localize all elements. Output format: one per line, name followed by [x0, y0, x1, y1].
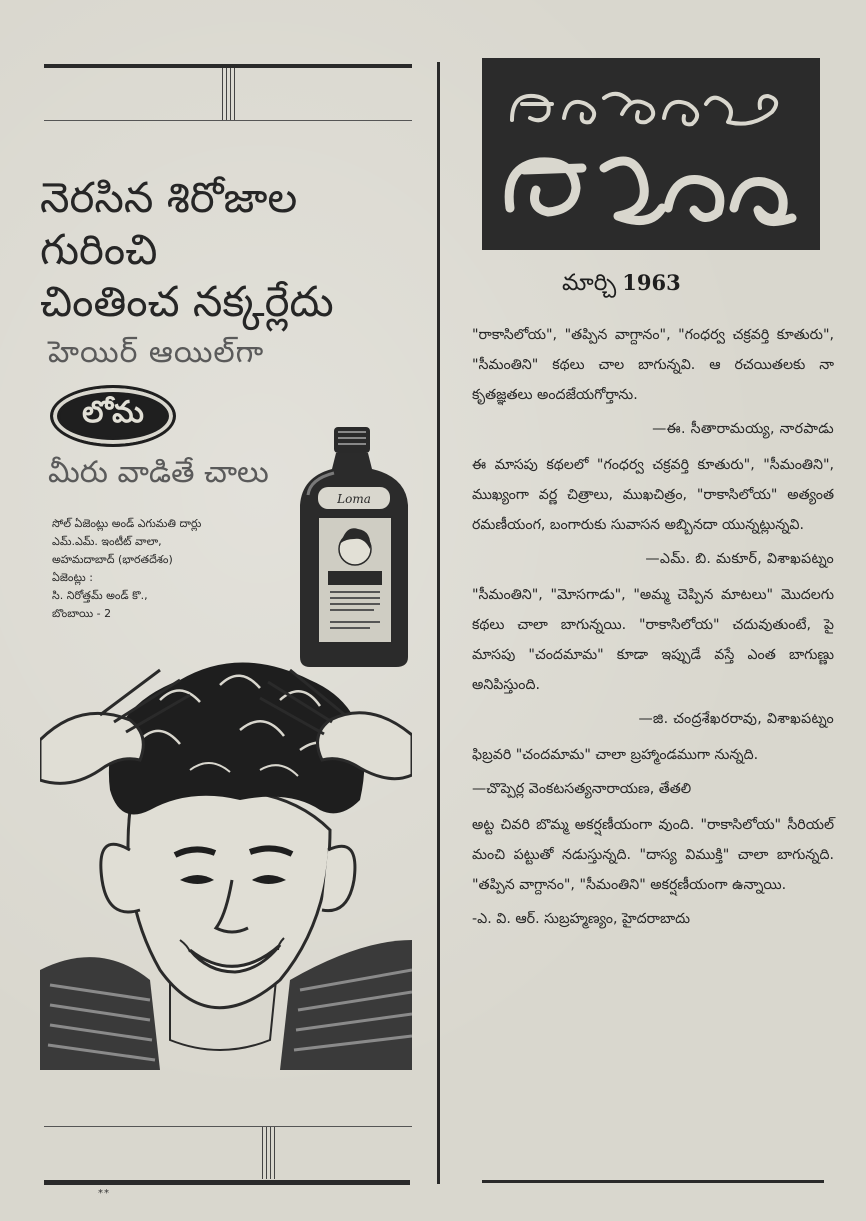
ad-headline [40, 172, 400, 328]
ad-bottom-ornament [262, 1127, 276, 1179]
letter-signature: —చొప్పెర్ల వెంకటసత్యనారాయణ, తేతలి [472, 781, 692, 797]
ad-agent-line: సోల్ ఏజెంట్లు అండ్ ఎగుమతి దార్లు [52, 517, 202, 530]
letter-text: ఈ మాసపు కథలలో "గంధర్వ చక్రవర్తి కూతురు", "సీమంతిని", ముఖ్యంగా వర్ణ చిత్రాలు, ముఖచిత్రం, "రాకాసిలోయ" అత్యంత రమణీయంగ, బంగారుకు సువాసన అబ్బినదా యున్నట్లున్నవి. [472, 457, 834, 533]
ad-headline-line-2: గురించి [40, 225, 158, 274]
ad-bottom-rule [44, 1180, 410, 1185]
letter-signature: —జి. చంద్రశేఖరరావు, విశాఖపట్నం [638, 711, 834, 727]
issue-year: 1963 [622, 270, 681, 295]
brand-logo [50, 385, 176, 447]
oil-bottle-illustration [296, 425, 414, 670]
issue-month: మార్చి [562, 270, 617, 296]
ad-subline: హెయిర్ ఆయిల్‌గా [48, 335, 265, 370]
letter-signature: -ఎ. వి. ఆర్. సుబ్రహ్మణ్యం, హైదరాబాదు [472, 911, 691, 927]
bottle-label-text: Loma [337, 492, 371, 506]
letter-text: ఫిబ్రవరి "చందమామ" చాలా బ్రహ్మాండముగా నున్నది. [472, 747, 759, 763]
letters-bottom-rule [482, 1180, 824, 1183]
ad-agents-block [52, 515, 292, 623]
ad-bottom-divider [44, 1126, 412, 1127]
ad-agent-line: ఏజెంట్లు : [52, 571, 93, 584]
footer-stars: ** [98, 1188, 110, 1199]
ad-agent-line: అహమదాబాద్ (భారతదేశం) [52, 553, 173, 566]
ad-agent-line: సి. నిరోత్తమ్ అండ్ కొ., [52, 589, 148, 602]
letter-signature: —ఎమ్. బి. మకూర్, విశాఖపట్నం [645, 551, 834, 567]
column-divider [437, 62, 440, 1184]
issue-date [562, 270, 681, 302]
brand-logo-text: లోమ [82, 395, 144, 430]
section-header-lettering [482, 58, 820, 250]
ad-agent-line: ఎమ్.ఎమ్. ఇంటీట్ వాలా, [52, 535, 162, 548]
ad-headline-line-1: నెరసిన శిరోజాల [40, 173, 298, 222]
ad-top-ornament [222, 68, 236, 120]
ad-tagline: మీరు వాడితే చాలు [48, 455, 269, 490]
ad-agent-line: బొంబాయి - 2 [52, 607, 112, 620]
letter-text: "రాకాసిలోయ", "తప్పిన వాగ్దానం", "గంధర్వ చక్రవర్తి కూతురు", "సీమంతిని" కథలు చాల బాగున్నవి. ఆ రచయితలకు నా కృతజ్ఞతలు అందజేయగోర్తాను. [472, 327, 834, 403]
ad-top-divider [44, 120, 412, 121]
letter-text: అట్ట చివరి బొమ్మ అకర్షణీయంగా వుంది. "రాకాసిలోయ" సీరియల్ మంచి పట్టుతో నడుస్తున్నది. "దాస్య విముక్తి" చాలా బాగున్నది. "తప్పిన వాగ్దానం", "సీమంతిని" అకర్షణీయంగా ఉన్నాయి. [472, 817, 834, 893]
ad-headline-line-3: చింతించ నక్కర్లేదు [40, 277, 334, 326]
letter-text: "సీమంతిని", "మోసగాడు", "అమ్మ చెప్పిన మాటలు" మొదలగు కథలు చాలా బాగున్నయి. "రాకాసిలోయ" చదువుతుంటే, పై మాసపు "చందమామ" కూడా ఇప్పుడే వస్తే ఎంత బాగుణ్ణు అనిపిస్తుంది. [472, 587, 834, 693]
letters-list [472, 320, 834, 940]
man-illustration [40, 640, 412, 1070]
letter-signature: —ఈ. సీతారామయ్య, నారపాడు [652, 421, 834, 437]
section-header [482, 58, 820, 250]
